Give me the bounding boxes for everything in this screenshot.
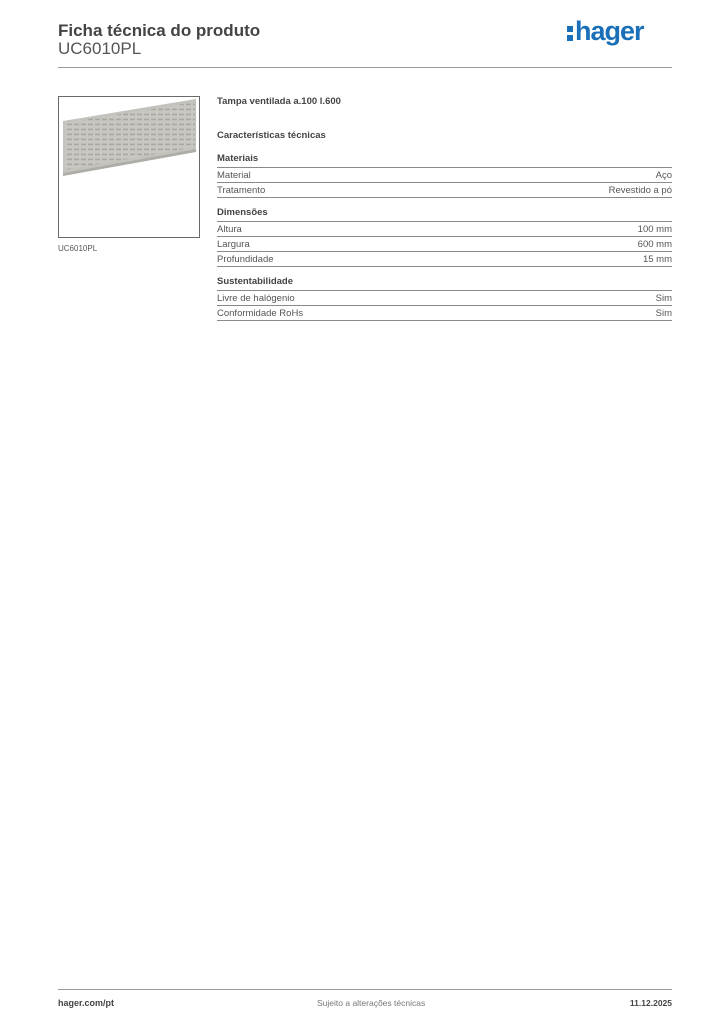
spec-row	[217, 237, 672, 252]
spec-value: 600 mm	[637, 238, 672, 250]
spec-label: Conformidade RoHs	[217, 307, 304, 319]
technical-characteristics-heading: Características técnicas	[217, 130, 326, 141]
section-title: Dimensões	[217, 207, 672, 222]
spec-label: Largura	[217, 238, 250, 250]
spec-value: Revestido a pó	[608, 184, 672, 196]
spec-label: Altura	[217, 223, 242, 235]
spec-value: Aço	[655, 169, 672, 181]
spec-label: Profundidade	[217, 253, 274, 265]
spec-label: Tratamento	[217, 184, 266, 196]
spec-value: 100 mm	[637, 223, 672, 235]
ventilated-cover-picture	[59, 97, 199, 237]
image-caption: UC6010PL	[58, 244, 98, 253]
spec-row	[217, 222, 672, 237]
section-dimensoes	[217, 207, 672, 267]
spec-row	[217, 168, 672, 183]
spec-row	[217, 306, 672, 321]
product-code: UC6010PL	[58, 39, 142, 58]
section-sustentabilidade	[217, 276, 672, 321]
logo-colon-icon	[567, 20, 573, 40]
spec-row	[217, 291, 672, 306]
spec-label: Material	[217, 169, 251, 181]
section-title: Materiais	[217, 153, 672, 168]
product-name: Tampa ventilada a.100 l.600	[217, 96, 341, 107]
hager-logo	[567, 16, 644, 47]
footer-website-link[interactable]: hager.com/pt	[58, 998, 115, 1008]
logo-text: hager	[575, 16, 644, 46]
page-title: Ficha técnica do produto	[58, 21, 261, 40]
footer-notice: Sujeito a alterações técnicas	[317, 998, 426, 1008]
spec-value: Sim	[655, 292, 672, 304]
footer-date: 11.12.2025	[629, 998, 672, 1008]
spec-row	[217, 183, 672, 198]
header-divider	[58, 67, 672, 68]
spec-row	[217, 252, 672, 267]
product-details	[217, 96, 672, 321]
section-materiais	[217, 153, 672, 198]
spec-label: Livre de halógenio	[217, 292, 295, 304]
spec-value: 15 mm	[642, 253, 672, 265]
product-image	[58, 96, 200, 238]
footer-divider	[58, 989, 672, 990]
spec-value: Sim	[655, 307, 672, 319]
section-title: Sustentabilidade	[217, 276, 672, 291]
